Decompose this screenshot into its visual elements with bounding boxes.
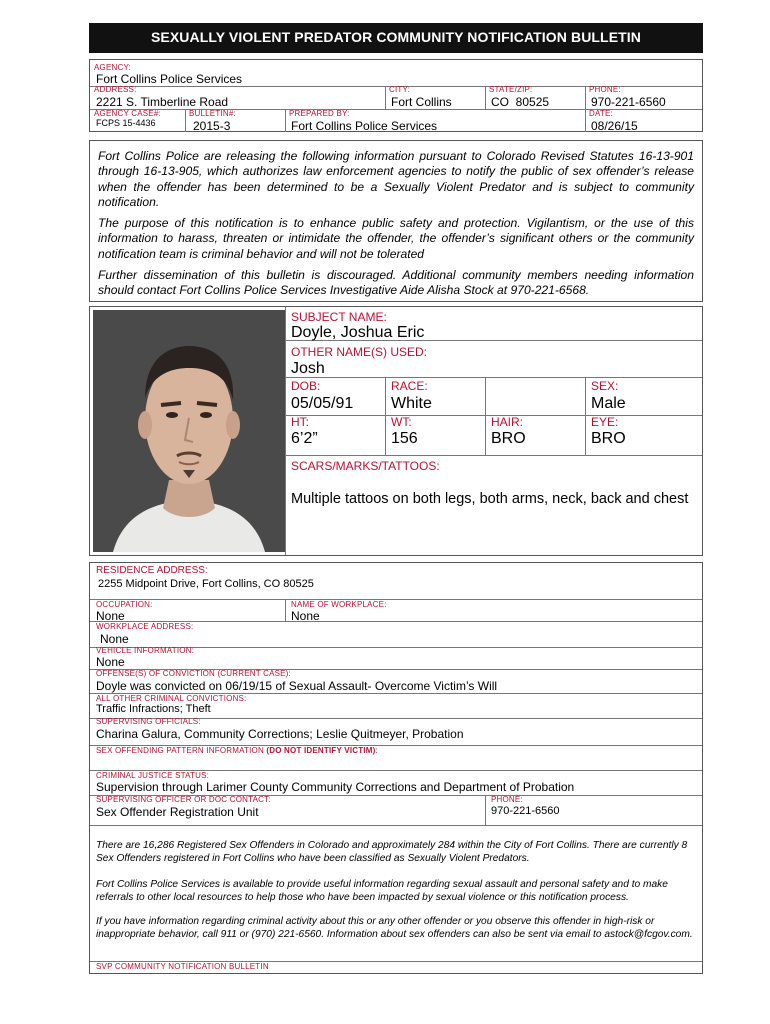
residence-value: 2255 Midpoint Drive, Fort Collins, CO 80525 (98, 578, 314, 590)
scars-value: Multiple tattoos on both legs, both arms, neck, back and chest (291, 491, 689, 507)
intro-paragraph-statute: Fort Collins Police are releasing the following information pursuant to Colorado Revised Statutes 16-13-901 through 16-13-905, which authorizes law enforcement agencies to notify the public of sex offender’s release when the offender has been determined to be a Sexually Violent Predator and is subject to community notification. (98, 149, 694, 209)
other-convictions-value: Traffic Infractions; Theft (96, 703, 211, 715)
cj-status-value: Supervision through Larimer County Community Corrections and Department of Probation (96, 780, 575, 794)
statezip-value: CO 80525 (491, 95, 550, 109)
agency-value: Fort Collins Police Services (96, 72, 243, 86)
address-value: 2221 S. Timberline Road (96, 95, 229, 109)
intro-notice (89, 140, 703, 302)
other-names-label: OTHER NAME(S) USED: (291, 345, 428, 359)
subject-name-label: SUBJECT NAME: (291, 310, 387, 324)
offense-value: Doyle was convicted on 06/19/15 of Sexual Assault- Overcome Victim’s Will (96, 679, 498, 693)
offense-label: OFFENSE(S) OF CONVICTION (CURRENT CASE): (96, 669, 291, 678)
supervising-officer-label: SUPERVISING OFFICER OR DOC CONTACT: (96, 795, 271, 804)
dob-label: DOB: (291, 379, 321, 393)
subject-photo (93, 310, 285, 552)
cj-status-label: CRIMINAL JUSTICE STATUS: (96, 771, 210, 780)
workplace-address-label: WORKPLACE ADDRESS: (96, 622, 194, 631)
vehicle-value: None (96, 655, 125, 669)
vehicle-label: VEHICLE INFORMATION: (96, 646, 195, 655)
residence-label: RESIDENCE ADDRESS: (96, 565, 208, 576)
sex-label: SEX: (591, 379, 619, 393)
agency-case-label: AGENCY CASE#: (94, 109, 161, 118)
city-value: Fort Collins (391, 95, 452, 109)
other-convictions-label: ALL OTHER CRIMINAL CONVICTIONS: (96, 694, 247, 703)
statezip-label: STATE/ZIP: (489, 85, 533, 94)
hair-value: BRO (491, 430, 526, 447)
workplace-name-value: None (291, 609, 320, 623)
agency-case-value: FCPS 15-4436 (96, 118, 156, 128)
supervising-officer-value: Sex Offender Registration Unit (96, 805, 259, 819)
race-label: RACE: (391, 379, 428, 393)
occupation-label: OCCUPATION: (96, 600, 153, 609)
agency-label: AGENCY: (94, 63, 131, 72)
weight-label: WT: (391, 415, 412, 429)
date-value: 08/26/15 (591, 119, 638, 133)
prepared-by-value: Fort Collins Police Services (291, 119, 438, 133)
intro-paragraph-dissemination: Further dissemination of this bulletin is discouraged. Additional community members needing information should contact Fort Collins Police Services Investigative Aide Alisha Stock at 970-221-6568. (98, 268, 694, 298)
height-label: HT: (291, 415, 309, 429)
height-value: 6’2” (291, 430, 318, 447)
hair-label: HAIR: (491, 415, 524, 429)
phone-label: PHONE: (589, 85, 621, 94)
sex-value: Male (591, 395, 626, 412)
other-names-value: Josh (291, 360, 325, 377)
resources-text: Fort Collins Police Services is available to provide useful information regarding sexual assault and personal safety and to make referrals to other local resources to help those who have been impacted by sexual violence or this notification process. (96, 879, 668, 903)
officer-phone-label: PHONE: (491, 795, 523, 804)
city-label: CITY: (389, 85, 411, 94)
supervising-officials-label: SUPERVISING OFFICIALS: (96, 717, 201, 726)
eye-label: EYE: (591, 415, 619, 429)
contact-info-text: If you have information regarding criminal activity about this or any other offender or you observe this offender in high-risk or inappropriate behavior, call 911 or (970) 221-6560. Information about sex offenders can also be sent via email to astock@fcgov.com. (96, 916, 693, 940)
officer-phone-value: 970-221-6560 (491, 805, 560, 817)
intro-paragraph-purpose: The purpose of this notification is to enhance public safety and protection. Vigilantism, or the use of this information to harass, threaten or intimidate the offender, the offender’s significant others or the community notification team is criminal behavior and will not be tolerated (98, 216, 694, 261)
address-label: ADDRESS: (94, 85, 137, 94)
supervising-officials-value: Charina Galura, Community Corrections; Leslie Quitmeyer, Probation (96, 727, 464, 741)
workplace-name-label: NAME OF WORKPLACE: (291, 600, 387, 609)
eye-value: BRO (591, 430, 626, 447)
pattern-info-label: SEX OFFENDING PATTERN INFORMATION (DO NOT IDENTIFY VICTIM): (96, 746, 378, 755)
bulletin-label: BULLETIN#: (189, 109, 236, 118)
registry-stats-text: There are 16,286 Registered Sex Offenders in Colorado and approximately 284 within the City of Fort Collins. There are currently 8 Sex Offenders registered in Fort Collins who have been classified as Sexually Violent Predators. (96, 840, 688, 864)
subject-name-value: Doyle, Joshua Eric (291, 324, 425, 341)
workplace-address-value: None (100, 632, 129, 646)
footer-label: SVP COMMUNITY NOTIFICATION BULLETIN (96, 962, 269, 971)
date-label: DATE: (589, 109, 613, 118)
dob-value: 05/05/91 (291, 395, 354, 412)
race-value: White (391, 395, 432, 412)
bulletin-title: SEXUALLY VIOLENT PREDATOR COMMUNITY NOTIFICATION BULLETIN (89, 23, 703, 53)
phone-value: 970-221-6560 (591, 95, 666, 109)
agency-header (89, 59, 703, 132)
scars-label: SCARS/MARKS/TATTOOS: (291, 459, 440, 473)
weight-value: 156 (391, 430, 418, 447)
prepared-by-label: PREPARED BY: (289, 109, 350, 118)
occupation-value: None (96, 609, 125, 623)
bulletin-value: 2015-3 (193, 119, 231, 133)
